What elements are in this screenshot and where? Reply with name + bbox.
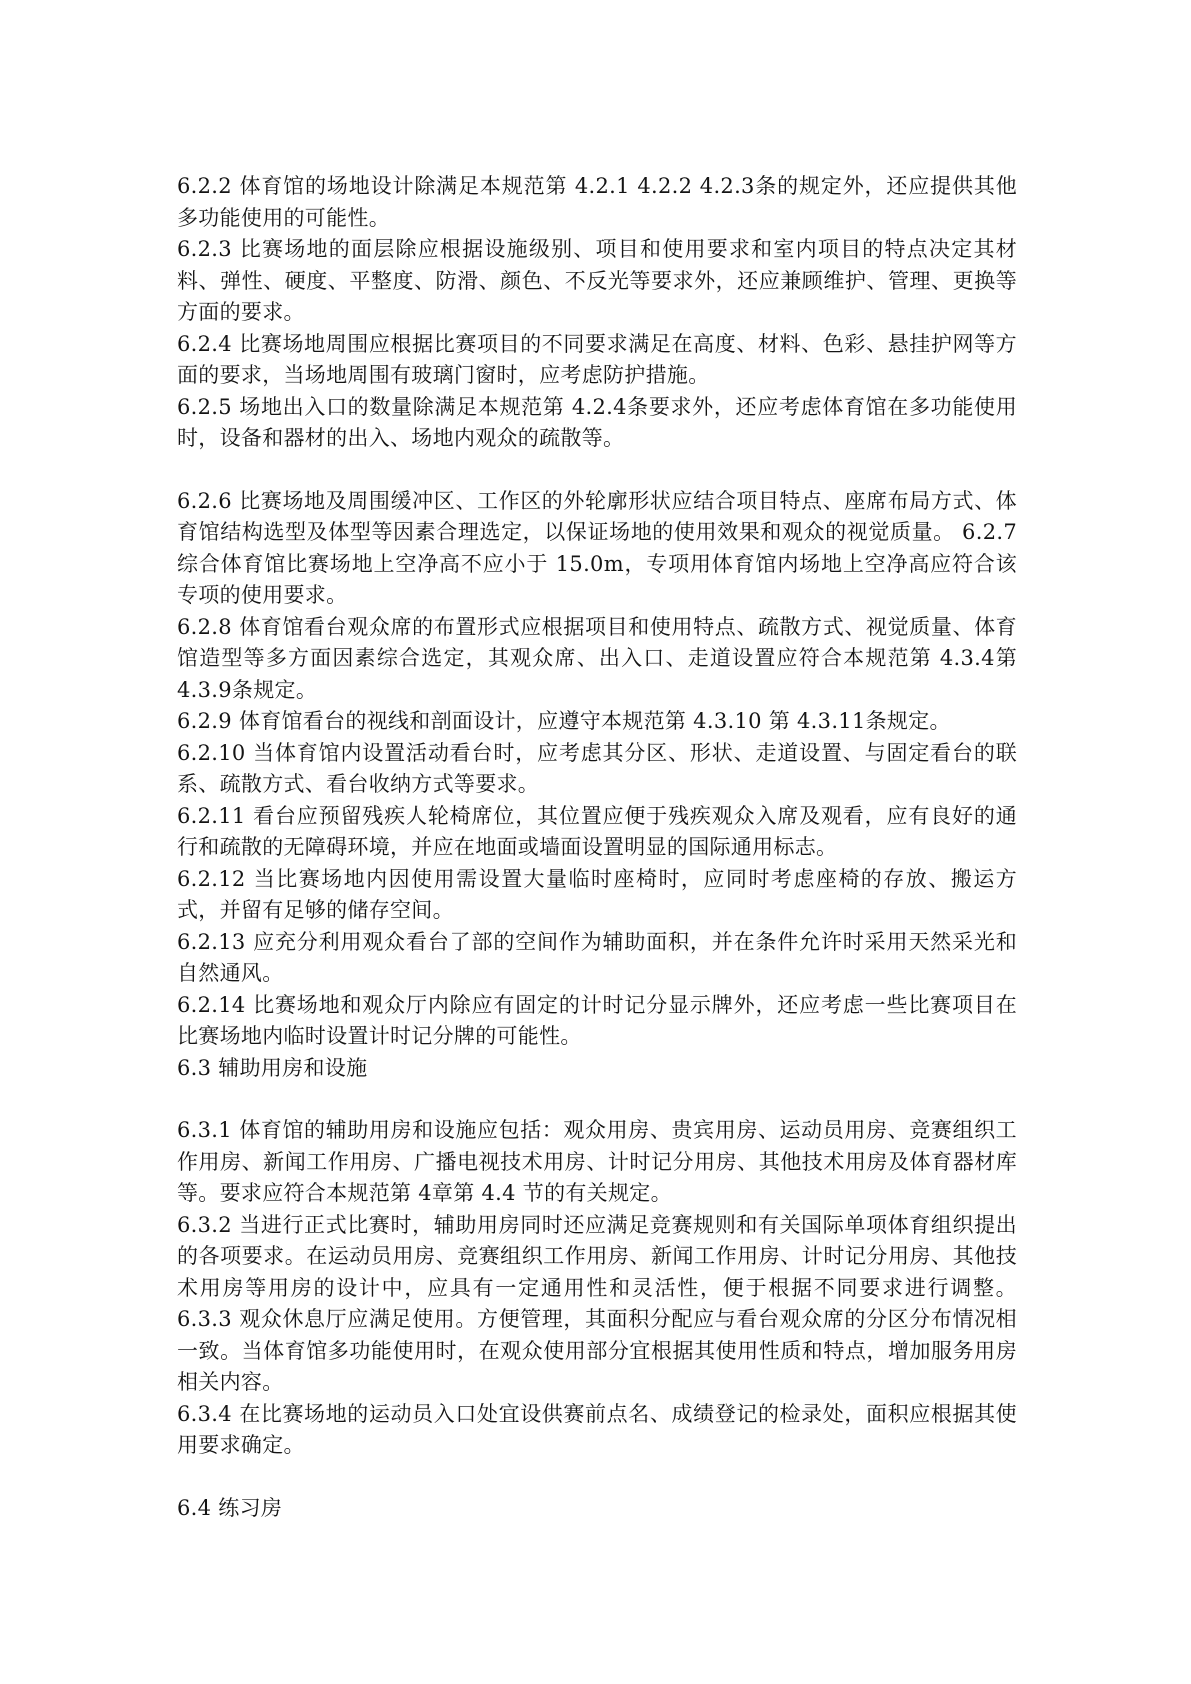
clause-6-3-4: 6.3.4 在比赛场地的运动员入口处宜设供赛前点名、成绩登记的检录处，面积应根据其使用要求确定。 xyxy=(177,1401,1017,1457)
clause-6-2-2: 6.2.2 体育馆的场地设计除满足本规范第 4.2.1 4.2.2 4.2.3条的规定外，还应提供其他多功能使用的可能性。 xyxy=(177,174,1017,230)
clause-6-3-1: 6.3.1 体育馆的辅助用房和设施应包括：观众用房、贵宾用房、运动员用房、竞赛组织工作用房、新闻工作用房、广播电视技术用房、计时记分用房、其他技术用房及体育器材库等。要求应符合本规范第 4章第 4.4 节的有关规定。 xyxy=(177,1118,1017,1205)
paragraph-gap xyxy=(177,455,1017,486)
clause-6-2-10: 6.2.10 当体育馆内设置活动看台时，应考虑其分区、形状、走道设置、与固定看台的联系、疏散方式、看台收纳方式等要求。 xyxy=(177,740,1017,796)
clause-6-2-6-and-6-2-7: 6.2.6 比赛场地及周围缓冲区、工作区的外轮廓形状应结合项目特点、座席布局方式、体育馆结构选型及体型等因素合理选定，以保证场地的使用效果和观众的视觉质量。 6.2.7 综合体育馆比赛场地上空净高不应小于 15.0m，专项用体育馆内场地上空净高应符合该专项的使用要求。 xyxy=(177,488,1017,607)
clause-6-2-4: 6.2.4 比赛场地周围应根据比赛项目的不同要求满足在高度、材料、色彩、悬挂护网等方面的要求，当场地周围有玻璃门窗时，应考虑防护措施。 xyxy=(177,331,1017,387)
clause-6-2-5: 6.2.5 场地出入口的数量除满足本规范第 4.2.4条要求外，还应考虑体育馆在多功能使用时，设备和器材的出入、场地内观众的疏散等。 xyxy=(177,394,1017,450)
section-heading-6-3: 6.3 辅助用房和设施 xyxy=(177,1055,368,1080)
document-body xyxy=(177,171,1017,1524)
clause-6-2-11: 6.2.11 看台应预留残疾人轮椅席位，其位置应便于残疾观众入席及观看，应有良好的通行和疏散的无障碍环境，并应在地面或墙面设置明显的国际通用标志。 xyxy=(177,803,1017,859)
paragraph-gap xyxy=(177,1084,1017,1115)
clause-6-2-13: 6.2.13 应充分利用观众看台了部的空间作为辅助面积，并在条件允许时采用天然采光和自然通风。 xyxy=(177,929,1017,985)
clause-6-2-9: 6.2.9 体育馆看台的视线和剖面设计，应遵守本规范第 4.3.10 第 4.3.11条规定。 xyxy=(177,709,951,733)
clause-6-2-8: 6.2.8 体育馆看台观众席的布置形式应根据项目和使用特点、疏散方式、视觉质量、体育馆造型等多方面因素综合选定，其观众席、出入口、走道设置应符合本规范第 4.3.4第 4.3.9条规定。 xyxy=(177,614,1017,702)
clause-6-3-2-and-6-3-3: 6.3.2 当进行正式比赛时，辅助用房同时还应满足竞赛规则和有关国际单项体育组织提出的各项要求。在运动员用房、竞赛组织工作用房、新闻工作用房、计时记分用房、其他技术用房等用房的设计中，应具有一定通用性和灵活性，便于根据不同要求进行调整。 6.3.3 观众休息厅应满足使用。方便管理，其面积分配应与看台观众席的分区分布情况相一致。当体育馆多功能使用时，在观众使用部分宜根据其使用性质和特点，增加服务用房相关内容。 xyxy=(177,1212,1017,1394)
clause-6-2-3: 6.2.3 比赛场地的面层除应根据设施级别、项目和使用要求和室内项目的特点决定其材料、弹性、硬度、平整度、防滑、颜色、不反光等要求外，还应兼顾维护、管理、更换等方面的要求。 xyxy=(177,237,1017,324)
clause-6-2-12: 6.2.12 当比赛场地内因使用需设置大量临时座椅时，应同时考虑座椅的存放、搬运方式，并留有足够的储存空间。 xyxy=(177,866,1017,922)
clause-6-2-14: 6.2.14 比赛场地和观众厅内除应有固定的计时记分显示牌外，还应考虑一些比赛项目在比赛场地内临时设置计时记分牌的可能性。 xyxy=(177,992,1017,1048)
section-heading-6-4: 6.4 练习房 xyxy=(177,1495,283,1520)
paragraph-gap xyxy=(177,1462,1017,1493)
